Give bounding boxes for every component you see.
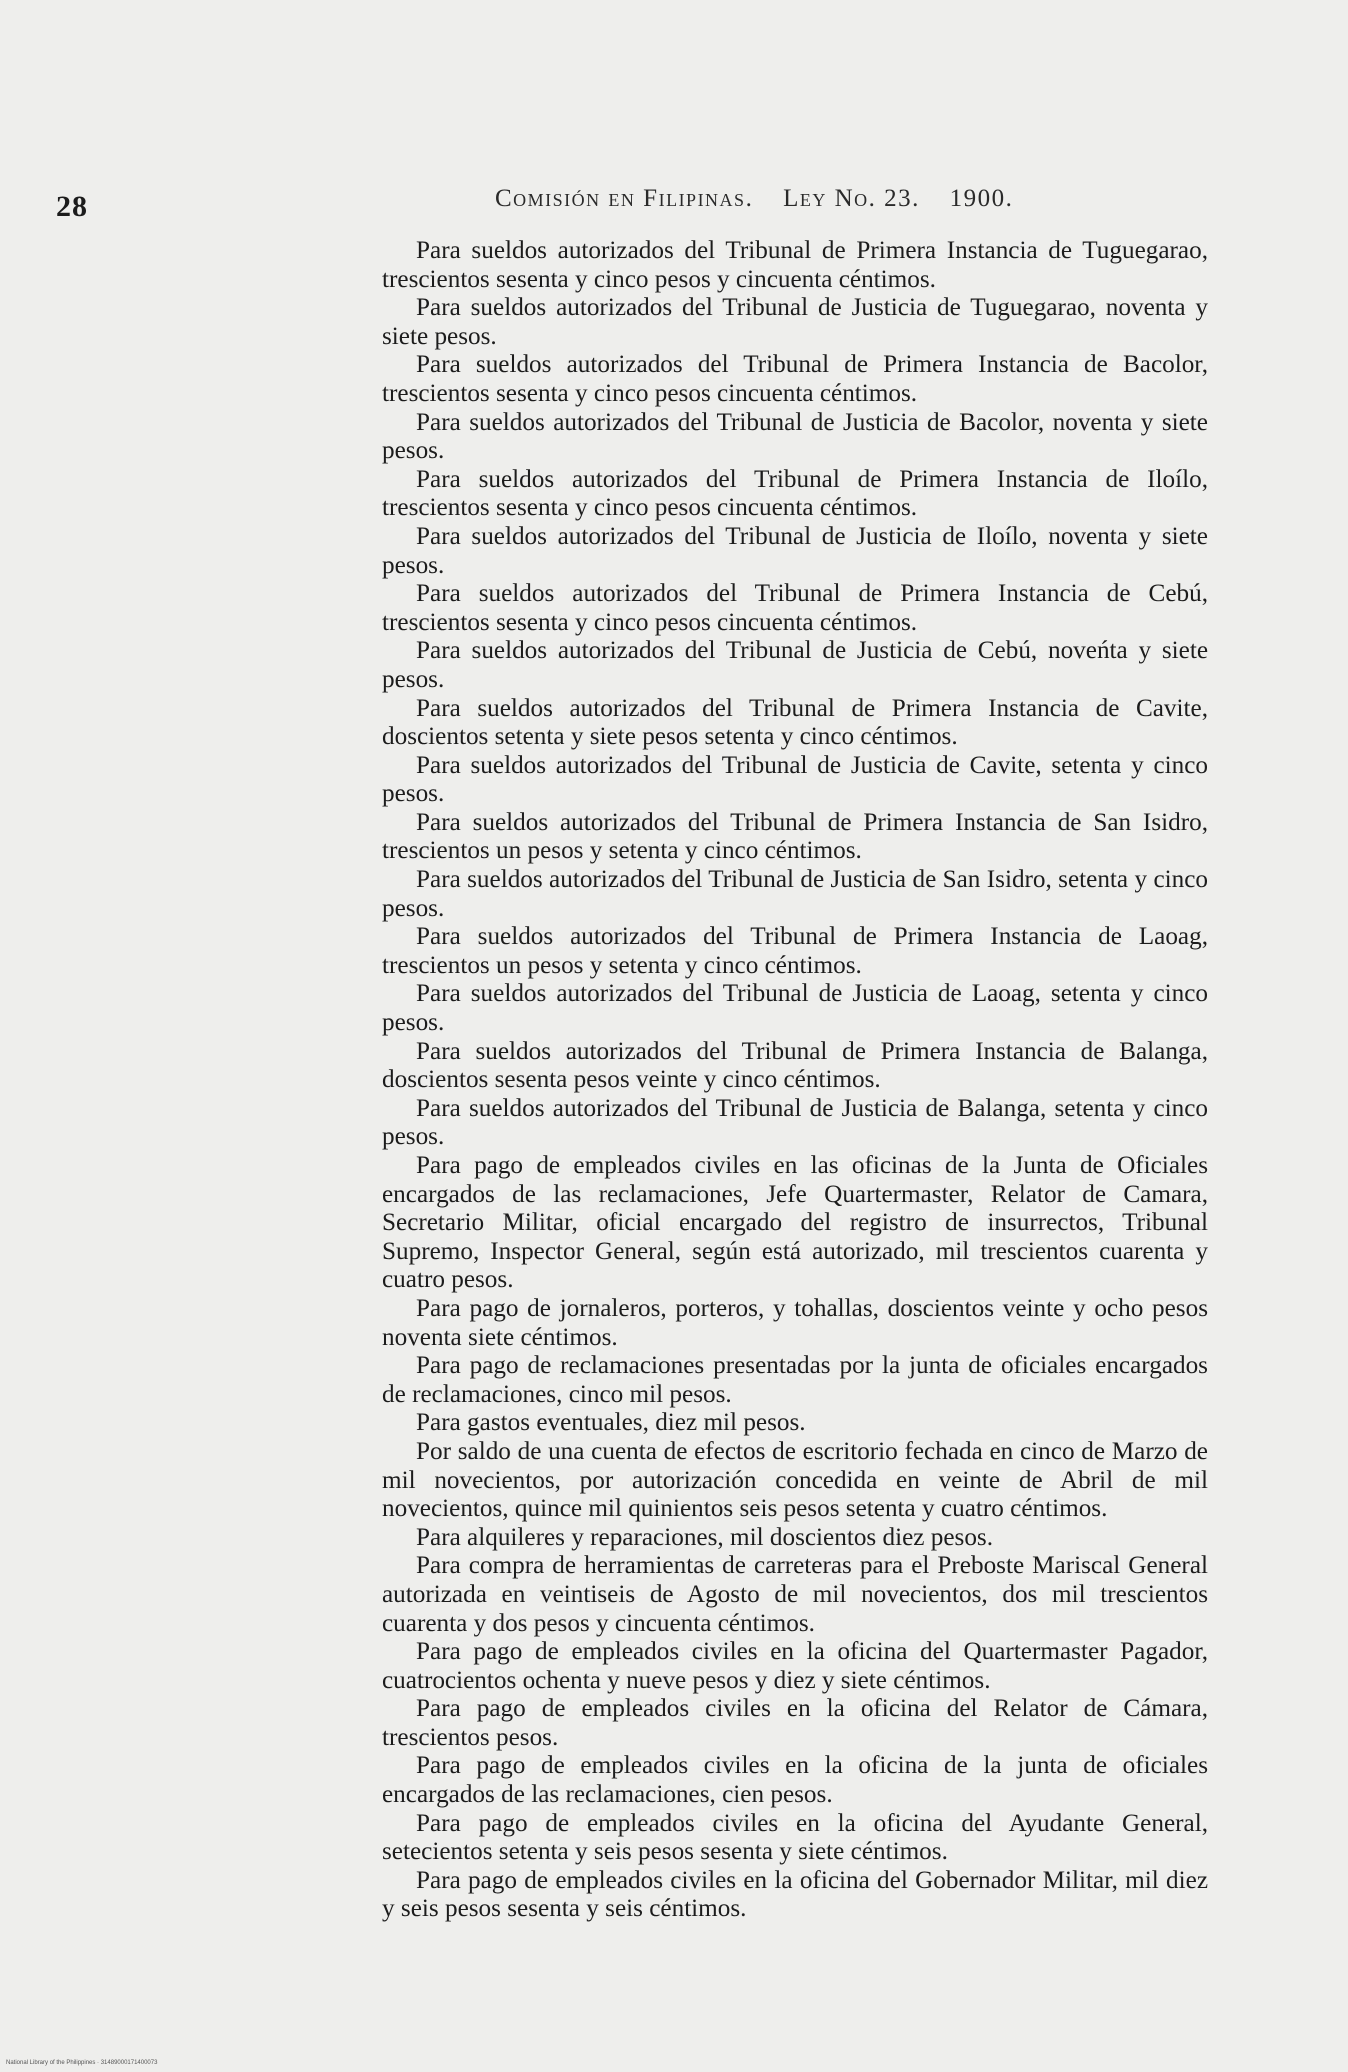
running-head-title: Comisión en Filipinas. [495,185,754,212]
paragraph: Para sueldos autorizados del Tribunal de Primera Instancia de Tuguegarao, trescientos sesenta y cinco pesos y cincuenta céntimos. [382,237,1208,293]
paragraph: Para pago de jornaleros, porteros, y tohallas, doscientos veinte y ocho pesos noventa siete céntimos. [382,1294,1208,1351]
paragraph: Para sueldos autorizados del Tribunal de Justicia de Cavite, setenta y cinco pesos. [382,751,1208,808]
paragraph: Por saldo de una cuenta de efectos de escritorio fechada en cinco de Marzo de mil novecientos, por autorización concedida en veinte de Abril de mil novecientos, quince mil quinientos seis pesos setenta y cuatro céntimos. [382,1437,1208,1523]
paragraph: Para pago de empleados civiles en la oficina del Relator de Cámara, trescientos pesos. [382,1695,1208,1751]
paragraph: Para pago de empleados civiles en la oficina del Gobernador Militar, mil diez y seis pesos sesenta y seis céntimos. [382,1866,1208,1923]
paragraph: Para pago de empleados civiles en las oficinas de la Junta de Oficiales encargados de las reclamaciones, Jefe Quartermaster, Relator de Camara, Secretario Militar, oficial encargado del registro de insurrectos, Tribunal Supremo, Inspector General, según está autorizado, mil trescientos cuarenta y cuatro pesos. [382,1152,1208,1294]
paragraph: Para sueldos autorizados del Tribunal de Primera Instancia de Balanga, doscientos sesenta pesos veinte y cinco céntimos. [382,1037,1208,1094]
paragraph: Para sueldos autorizados del Tribunal de Primera Instancia de San Isidro, trescientos un pesos y setenta y cinco céntimos. [382,808,1208,865]
paragraph: Para sueldos autorizados del Tribunal de Justicia de Bacolor, noventa y siete pesos. [382,408,1208,465]
paragraph: Para sueldos autorizados del Tribunal de Justicia de San Isidro, setenta y cinco pesos. [382,866,1208,922]
paragraph: Para sueldos autorizados del Tribunal de Justicia de Tuguegarao, noventa y siete pesos. [382,294,1208,350]
paragraph: Para pago de empleados civiles en la oficina de la junta de oficiales encargados de las reclamaciones, cien pesos. [382,1752,1208,1809]
body-text [382,237,1208,1924]
footer-credit: National Library of the Philippines · 31489000171400073 [6,2060,158,2066]
paragraph: Para compra de herramientas de carreteras para el Preboste Mariscal General autorizada en veintiseis de Agosto de mil novecientos, dos mil trescientos cuarenta y dos pesos y cincuenta céntimos. [382,1552,1208,1637]
paragraph: Para sueldos autorizados del Tribunal de Primera Instancia de Iloílo, trescientos sesenta y cinco pesos cincuenta céntimos. [382,465,1208,522]
paragraph: Para sueldos autorizados del Tribunal de Justicia de Cebú, noveńta y siete pesos. [382,637,1208,693]
running-head-year: 1900. [949,185,1014,212]
running-head [495,185,1035,213]
paragraph: Para sueldos autorizados del Tribunal de Justicia de Iloílo, noventa y siete pesos. [382,522,1208,579]
page-number: 28 [56,190,88,223]
paragraph: Para pago de empleados civiles en la oficina del Quartermaster Pagador, cuatrocientos ochenta y nueve pesos y diez y siete céntimos. [382,1638,1208,1694]
paragraph: Para gastos eventuales, diez mil pesos. [416,1409,806,1437]
paragraph: Para sueldos autorizados del Tribunal de Primera Instancia de Bacolor, trescientos sesenta y cinco pesos cincuenta céntimos. [382,351,1208,407]
paragraph: Para sueldos autorizados del Tribunal de Justicia de Balanga, setenta y cinco pesos. [382,1094,1208,1151]
paragraph: Para pago de reclamaciones presentadas por la junta de oficiales encargados de reclamaciones, cinco mil pesos. [382,1352,1208,1408]
paragraph: Para pago de empleados civiles en la oficina del Ayudante General, setecientos setenta y seis pesos sesenta y siete céntimos. [382,1809,1208,1866]
paragraph: Para sueldos autorizados del Tribunal de Primera Instancia de Cebú, trescientos sesenta y cinco pesos cincuenta céntimos. [382,580,1208,636]
paragraph: Para sueldos autorizados del Tribunal de Justicia de Laoag, setenta y cinco pesos. [382,980,1208,1037]
paragraph: Para sueldos autorizados del Tribunal de Primera Instancia de Laoag, trescientos un pesos y setenta y cinco céntimos. [382,923,1208,979]
paragraph: Para alquileres y reparaciones, mil doscientos diez pesos. [416,1523,994,1551]
paragraph: Para sueldos autorizados del Tribunal de Primera Instancia de Cavite, doscientos setenta y siete pesos setenta y cinco céntimos. [382,694,1208,751]
running-head-law: Ley No. 23. [783,185,920,212]
